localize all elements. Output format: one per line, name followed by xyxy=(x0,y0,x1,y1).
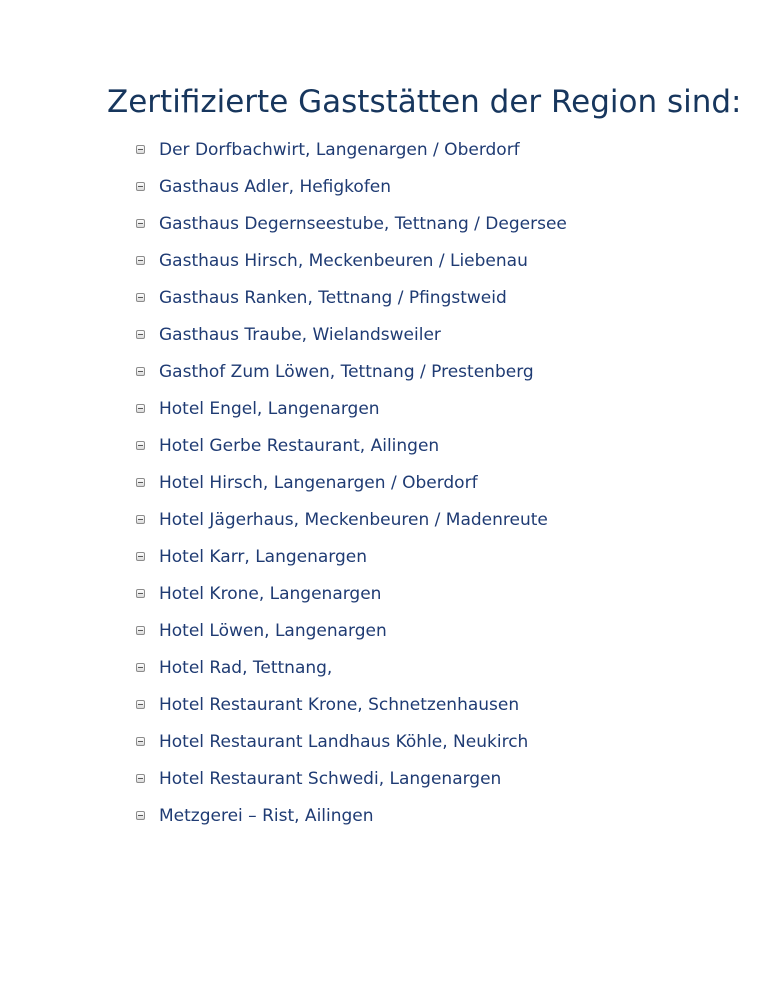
square-bullet-icon xyxy=(136,404,145,413)
list-item-label: Hotel Rad, Tettnang, xyxy=(159,657,333,678)
square-bullet-icon xyxy=(136,441,145,450)
square-bullet-icon xyxy=(136,293,145,302)
list-item xyxy=(136,353,567,390)
list-item-label: Hotel Engel, Langenargen xyxy=(159,398,380,419)
list-item-label: Gasthaus Degernseestube, Tettnang / Degersee xyxy=(159,213,567,234)
square-bullet-icon xyxy=(136,182,145,191)
page-title: Zertifizierte Gaststätten der Region sind: xyxy=(107,84,742,120)
list-item-label: Hotel Hirsch, Langenargen / Oberdorf xyxy=(159,472,478,493)
list-item-label: Gasthaus Adler, Hefigkofen xyxy=(159,176,392,197)
square-bullet-icon xyxy=(136,700,145,709)
square-bullet-icon xyxy=(136,219,145,228)
square-bullet-icon xyxy=(136,367,145,376)
list-item xyxy=(136,612,567,649)
list-item xyxy=(136,686,567,723)
list-item-label: Hotel Restaurant Krone, Schnetzenhausen xyxy=(159,694,520,715)
list-item xyxy=(136,760,567,797)
list-item xyxy=(136,168,567,205)
list-item-label: Hotel Gerbe Restaurant, Ailingen xyxy=(159,435,440,456)
list-item xyxy=(136,723,567,760)
square-bullet-icon xyxy=(136,478,145,487)
square-bullet-icon xyxy=(136,626,145,635)
list-item-label: Gasthaus Ranken, Tettnang / Pfingstweid xyxy=(159,287,507,308)
list-item xyxy=(136,316,567,353)
square-bullet-icon xyxy=(136,774,145,783)
list-item xyxy=(136,131,567,168)
list-item-label: Hotel Löwen, Langenargen xyxy=(159,620,387,641)
list-item xyxy=(136,205,567,242)
square-bullet-icon xyxy=(136,552,145,561)
list-item-label: Der Dorfbachwirt, Langenargen / Oberdorf xyxy=(159,139,520,160)
list-item-label: Gasthaus Traube, Wielandsweiler xyxy=(159,324,441,345)
list-item xyxy=(136,575,567,612)
list-item-label: Hotel Restaurant Landhaus Köhle, Neukirch xyxy=(159,731,529,752)
square-bullet-icon xyxy=(136,663,145,672)
list-item xyxy=(136,242,567,279)
list-item xyxy=(136,390,567,427)
list-item-label: Hotel Karr, Langenargen xyxy=(159,546,368,567)
list-item-label: Gasthaus Hirsch, Meckenbeuren / Liebenau xyxy=(159,250,528,271)
square-bullet-icon xyxy=(136,811,145,820)
list-item xyxy=(136,279,567,316)
list-item-label: Hotel Restaurant Schwedi, Langenargen xyxy=(159,768,502,789)
list-item xyxy=(136,797,567,834)
list-item xyxy=(136,464,567,501)
square-bullet-icon xyxy=(136,737,145,746)
list-item xyxy=(136,501,567,538)
square-bullet-icon xyxy=(136,256,145,265)
list-item-label: Gasthof Zum Löwen, Tettnang / Prestenberg xyxy=(159,361,534,382)
square-bullet-icon xyxy=(136,145,145,154)
list-item-label: Hotel Krone, Langenargen xyxy=(159,583,382,604)
restaurant-list xyxy=(136,131,567,834)
list-item xyxy=(136,649,567,686)
square-bullet-icon xyxy=(136,515,145,524)
list-item-label: Metzgerei – Rist, Ailingen xyxy=(159,805,374,826)
list-item xyxy=(136,538,567,575)
list-item xyxy=(136,427,567,464)
square-bullet-icon xyxy=(136,330,145,339)
list-item-label: Hotel Jägerhaus, Meckenbeuren / Madenreute xyxy=(159,509,548,530)
square-bullet-icon xyxy=(136,589,145,598)
